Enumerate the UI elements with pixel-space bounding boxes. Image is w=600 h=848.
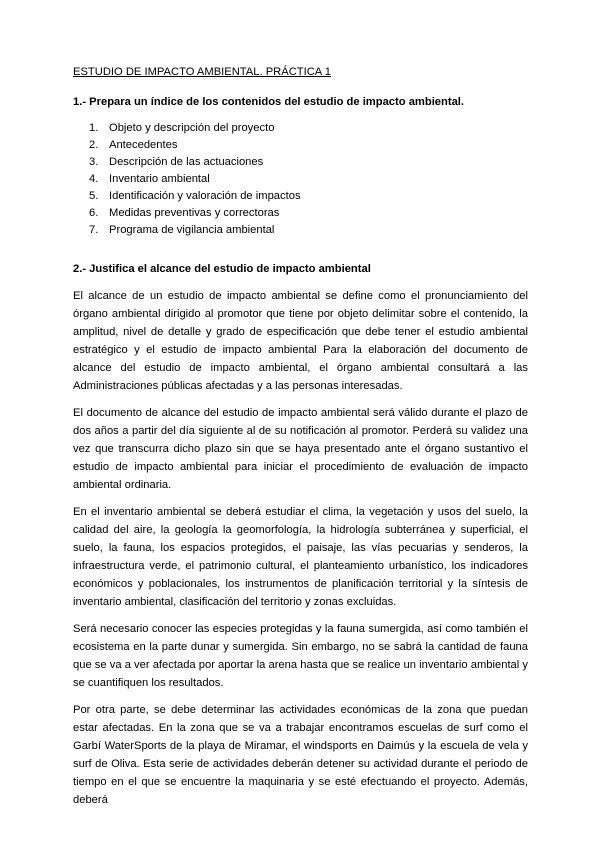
list-item-number: 1. xyxy=(89,122,99,134)
list-item-number: 6. xyxy=(89,207,99,219)
list-item xyxy=(73,154,528,171)
paragraph-economic-activities: Por otra parte, se debe determinar las actividades económicas de la zona que puedan estar afectadas. En la zona que se va a trabajar encontramos escuelas de surf como el Garbí WaterSports de la playa de Miramar, el windsports en Daimús y la escuela de vela y surf de Oliva. Esta serie de actividades deberán detener su actividad durante el periodo de tiempo en el que se encuentre la maquinaria y se esté efectuando el proyecto. Además, deberá xyxy=(73,704,528,806)
section-1-heading: 1.- Prepara un índice de los contenidos del estudio de impacto ambiental. xyxy=(73,96,465,108)
list-item xyxy=(73,222,528,239)
list-item xyxy=(73,171,528,188)
document-body xyxy=(73,64,528,818)
list-item xyxy=(73,120,528,137)
list-item xyxy=(73,205,528,222)
contents-index-list xyxy=(73,120,528,239)
list-item-number: 2. xyxy=(89,139,99,151)
list-item-text: Programa de vigilancia ambiental xyxy=(109,224,275,236)
list-item xyxy=(73,188,528,205)
list-item xyxy=(73,137,528,154)
paragraph-protected-species: Será necesario conocer las especies protegidas y la fauna sumergida, así como también el ecosistema en la parte dunar y sumergida. Sin embargo, no se sabrá la cantidad de fauna que se va a ver afectada por aportar la arena hasta que se realice un inventario ambiental y se cuantifiquen los resultados. xyxy=(73,623,528,689)
list-item-text: Medidas preventivas y correctoras xyxy=(109,207,280,219)
section-2-heading: 2.- Justifica el alcance del estudio de impacto ambiental xyxy=(73,263,371,275)
document-title: ESTUDIO DE IMPACTO AMBIENTAL. PRÁCTICA 1 xyxy=(73,66,331,78)
list-item-text: Identificación y valoración de impactos xyxy=(109,190,301,202)
list-item-number: 5. xyxy=(89,190,99,202)
list-item-number: 3. xyxy=(89,156,99,168)
paragraph-environmental-inventory: En el inventario ambiental se deberá estudiar el clima, la vegetación y usos del suelo, la calidad del aire, la geología la geomorfología, la hidrología subterránea y superficial, el suelo, la fauna, los espacios protegidos, el paisaje, las vías pecuarias y senderos, la infraestructura verde, el patrimonio cultural, el planteamiento urbanístico, los indicadores económicos y poblacionales, los instrumentos de planificación territorial y la síntesis de inventario ambiental, clasificación del territorio y zonas excluidas. xyxy=(73,506,528,608)
paragraph-scope-validity: El documento de alcance del estudio de impacto ambiental será válido durante el plazo de dos años a partir del día siguiente al de su notificación al promotor. Perderá su validez una vez que transcurra dicho plazo sin que se haya presentado ante el órgano sustantivo el estudio de impacto ambiental para iniciar el procedimiento de evaluación de impacto ambiental ordinaria. xyxy=(73,407,528,491)
list-item-text: Descripción de las actuaciones xyxy=(109,156,264,168)
list-item-text: Inventario ambiental xyxy=(109,173,210,185)
list-item-text: Objeto y descripción del proyecto xyxy=(109,122,275,134)
list-item-text: Antecedentes xyxy=(109,139,178,151)
list-item-number: 7. xyxy=(89,224,99,236)
paragraph-scope-definition: El alcance de un estudio de impacto ambiental se define como el pronunciamiento del órgano ambiental dirigido al promotor que tiene por objeto delimitar sobre el contenido, la amplitud, nivel de detalle y grado de especificación que debe tener el estudio ambiental estratégico y el estudio de impacto ambiental Para la elaboración del documento de alcance del estudio de impacto ambiental, el órgano ambiental consultará a las Administraciones públicas afectadas y a las personas interesadas. xyxy=(73,290,528,392)
list-item-number: 4. xyxy=(89,173,99,185)
